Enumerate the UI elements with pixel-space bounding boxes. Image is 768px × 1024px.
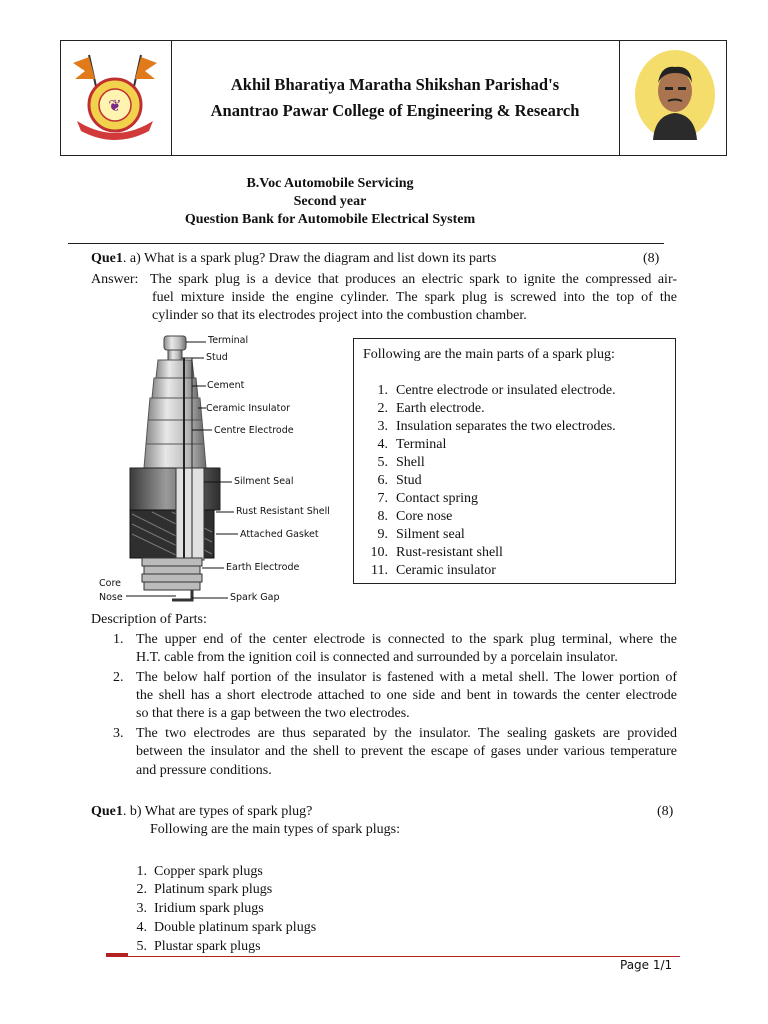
list-item: 6. Stud [377, 473, 422, 488]
svg-text:❦: ❦ [108, 96, 122, 115]
description-line: H.T. cable from the ignition coil is connected and surrounded by a porcelain insulator. [136, 650, 618, 665]
description-line: The upper end of the center electrode is connected to the spark plug terminal, where the [136, 632, 677, 647]
types-intro: Following are the main types of spark plugs: [150, 822, 401, 837]
list-item: 5. Shell [377, 455, 425, 470]
page-number: Page 1/1 [620, 958, 673, 972]
description-line: so that there is a gap between the two electrodes. [136, 706, 410, 721]
answer-line: The spark plug is a device that produces an electric spark to ignite the compressed air- [150, 272, 677, 287]
list-item: 8. Core nose [377, 509, 453, 524]
diagram-label: Silment Seal [234, 476, 294, 487]
description-line: and pressure conditions. [136, 763, 272, 778]
course-title: B.Voc Automobile Servicing [246, 176, 414, 191]
parts-list-box [353, 338, 676, 584]
question-bank-title: Question Bank for Automobile Electrical System [184, 212, 476, 227]
description-line: The two electrodes are thus separated by the insulator. The sealing gaskets are provided [136, 726, 677, 741]
list-item: 2. Earth electrode. [377, 401, 485, 416]
list-item: 4. Terminal [377, 437, 447, 452]
list-item: 5. Plustar spark plugs [136, 939, 261, 954]
diagram-label: Stud [206, 352, 228, 363]
diagram-label: Core [99, 578, 121, 589]
diagram-label: Spark Gap [230, 592, 280, 603]
diagram-label: Centre Electrode [214, 425, 294, 436]
description-line: the shell has a short electrode attached to one side and bent in towards the center electrode [136, 688, 677, 703]
question-1a-marks: (8) [643, 251, 660, 266]
college-emblem-icon [65, 49, 165, 147]
divider [68, 243, 664, 244]
answer-line: cylinder so that its electrodes project into the combustion chamber. [152, 308, 527, 323]
list-item: 1. Centre electrode or insulated electrode. [377, 383, 616, 398]
list-number: 3. [113, 726, 124, 741]
diagram-label: Earth Electrode [226, 562, 300, 573]
diagram-label: Ceramic Insulator [206, 403, 291, 414]
description-line: The below half portion of the insulator is fastened with a metal shell. The lower portion of [136, 670, 677, 685]
list-item: 4. Double platinum spark plugs [136, 920, 317, 935]
list-item: 10. Rust-resistant shell [370, 545, 503, 560]
answer-label: Answer: [91, 272, 139, 287]
list-item: 3. Iridium spark plugs [136, 901, 264, 916]
diagram-label: Cement [207, 380, 245, 391]
letterhead [60, 40, 727, 156]
parts-intro: Following are the main parts of a spark plug: [363, 347, 615, 362]
diagram-label: Nose [99, 592, 123, 603]
question-1b: Que1. b) What are types of spark plug? [91, 804, 313, 819]
spark-plug-diagram [92, 328, 342, 608]
question-1b-marks: (8) [657, 804, 674, 819]
list-item: 9. Silment seal [377, 527, 465, 542]
footer-rule [106, 956, 680, 957]
list-item: 3. Insulation separates the two electrodes. [377, 419, 616, 434]
list-number: 1. [113, 632, 124, 647]
diagram-label: Attached Gasket [240, 529, 319, 540]
description-line: between the insulator and the shell to prevent the escape of gases under various temperature [136, 744, 677, 759]
list-item: 1. Copper spark plugs [136, 864, 263, 879]
list-item: 2. Platinum spark plugs [136, 882, 273, 897]
founder-portrait-icon [631, 45, 719, 145]
answer-line: fuel mixture inside the engine cylinder. The spark plug is screwed into the top of the [152, 290, 677, 305]
college-name: Anantrao Pawar College of Engineering & Research [210, 101, 580, 120]
organization-name: Akhil Bharatiya Maratha Shikshan Parishad's [230, 75, 560, 94]
diagram-label: Rust Resistant Shell [236, 506, 330, 517]
question-1a: Que1. a) What is a spark plug? Draw the diagram and list down its parts [91, 251, 497, 266]
diagram-label: Terminal [208, 335, 249, 346]
list-item: 7. Contact spring [377, 491, 479, 506]
list-item: 11. Ceramic insulator [371, 563, 496, 578]
course-year: Second year [293, 194, 367, 209]
list-number: 2. [113, 670, 124, 685]
description-heading: Description of Parts: [91, 612, 207, 627]
